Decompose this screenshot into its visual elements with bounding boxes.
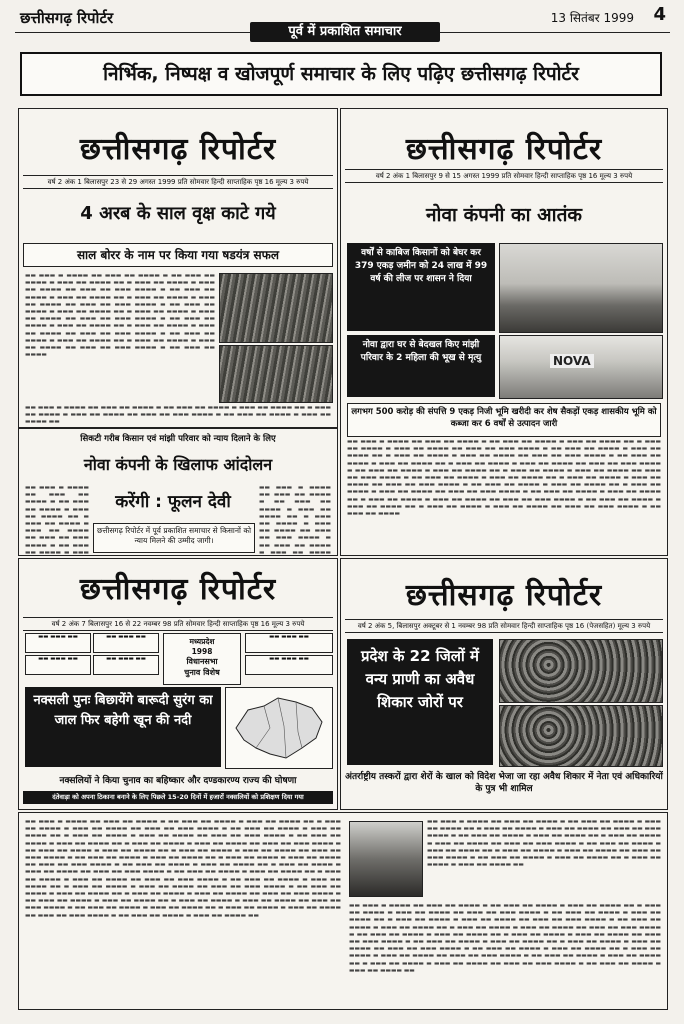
clip-issue-line: वर्ष 2 अंक 7 बिलासपुर 16 से 22 नवम्बर 98 प्रति सोमवार हिन्दी साप्ताहिक पृष्ठ 16 मूल्य 3 रुपये <box>23 617 333 631</box>
clip-subhead: नक्सलियों ने किया चुनाव का बहिष्कार और दण्डकारण्य राज्य की घोषणा <box>59 776 297 786</box>
clip-index-cell: ▬▬ ▬▬▬ ▬▬ <box>93 633 159 653</box>
clip-headline: प्रदेश के 22 जिलों में वन्य प्राणी का अवैध शिकार जोरों पर <box>347 639 493 765</box>
page-number: 4 <box>653 4 666 25</box>
clip-issue-line: वर्ष 2 अंक 1 बिलासपुर 23 से 29 अगस्त 1999 प्रति सोमवार हिन्दी साप्ताहिक पृष्ठ 16 मूल्य 3 रुपये <box>23 175 333 189</box>
clip-banner: सिकटी गरीब किसान एवं मांझी परिवार को न्याय दिलाने के लिए <box>80 434 276 444</box>
article-body-right-lower: ▬▬ ▬▬▬ ▬ ▬▬▬▬ ▬▬ ▬▬▬ ▬▬ ▬▬▬▬ ▬ ▬▬ ▬▬▬ ▬▬ ▬▬▬▬ ▬ ▬▬▬ ▬▬ ▬▬▬▬ ▬▬ ▬ ▬▬▬ ▬▬ ▬▬▬▬ ▬ ▬▬▬ ▬▬ ▬▬▬▬ ▬▬ ▬▬▬ ▬▬ ▬▬▬ ▬▬▬▬ ▬ ▬▬ ▬▬▬ ▬▬ ▬▬▬▬ ▬ ▬▬▬ ▬▬ ▬▬▬▬ ▬▬ ▬ ▬▬▬ ▬▬ ▬▬▬▬ ▬ ▬▬▬ ▬▬ ▬▬▬▬ ▬▬ ▬▬▬ ▬▬ ▬▬▬ ▬▬▬▬ ▬ ▬▬ ▬▬▬ ▬▬ ▬▬▬▬ ▬ ▬▬▬ ▬▬ ▬▬▬▬ ▬▬ ▬ ▬▬▬ ▬▬ ▬▬▬▬ ▬ ▬▬▬ ▬▬ ▬▬▬▬ ▬▬ ▬▬▬ ▬▬ ▬▬▬ ▬▬▬▬ ▬ ▬▬ ▬▬▬ ▬▬ ▬▬▬▬ ▬ ▬▬▬ ▬▬ ▬▬▬▬ ▬▬ ▬ ▬▬▬ ▬▬ ▬▬▬▬ ▬ ▬▬▬ ▬▬ ▬▬▬▬ ▬▬ ▬▬▬ ▬▬ ▬▬▬ ▬▬▬▬ ▬ ▬▬ ▬▬▬ ▬▬ ▬▬▬▬ ▬ ▬▬▬ ▬▬ ▬▬▬▬ ▬▬ ▬ ▬▬▬ ▬▬ ▬▬▬▬ ▬ ▬▬▬ ▬▬ ▬▬▬▬ ▬▬ ▬▬▬ ▬▬ ▬▬▬ ▬▬▬▬ ▬ ▬▬ ▬▬▬ ▬▬ ▬▬▬▬ ▬ ▬▬▬ ▬▬ ▬▬▬▬ ▬▬ ▬ ▬▬▬ ▬▬ ▬▬▬▬ ▬ ▬▬▬ ▬▬ ▬▬▬▬ ▬▬ ▬▬▬ ▬▬ ▬▬▬ ▬▬▬▬ ▬ ▬▬ ▬▬▬ ▬▬ ▬▬▬▬ ▬ ▬▬▬ ▬▬ ▬▬▬▬ ▬▬ ▬ ▬▬▬ ▬▬ ▬▬▬▬ ▬ ▬▬▬ ▬▬ ▬▬▬▬ ▬▬ ▬▬▬ ▬▬ ▬▬▬ ▬▬▬▬ ▬ ▬▬ ▬▬▬ ▬▬ ▬▬▬▬ ▬ ▬▬▬ ▬▬ ▬▬▬▬ ▬▬ <box>349 903 661 974</box>
clip-box-1: वर्षों से काबिज किसानों को बेघर कर 379 एकड़ जमीन को 24 लाख में 99 वर्ष की लीज पर शासन ने दिया <box>347 243 495 331</box>
clip-masthead: छत्तीसगढ़ रिपोर्टर <box>79 132 277 167</box>
clip-photo-label: NOVA <box>550 354 594 368</box>
article-body-left: ▬▬ ▬▬▬ ▬ ▬▬▬▬ ▬▬ ▬▬▬ ▬▬ ▬▬▬▬ ▬ ▬▬ ▬▬▬ ▬▬ ▬▬▬▬ ▬ ▬▬▬ ▬▬ ▬▬▬▬ ▬▬ ▬ ▬▬▬ ▬▬ ▬▬▬▬ ▬ ▬▬▬ ▬▬ ▬▬▬▬ ▬▬ ▬▬▬ ▬▬ ▬▬▬ ▬▬▬▬ ▬ ▬▬ ▬▬▬ ▬▬ ▬▬▬▬ ▬ ▬▬▬ ▬▬ ▬▬▬▬ ▬▬ ▬ ▬▬▬ ▬▬ ▬▬▬▬ ▬ ▬▬▬ ▬▬ ▬▬▬▬ ▬▬ ▬▬▬ ▬▬ ▬▬▬ ▬▬▬▬ ▬ ▬▬ ▬▬▬ ▬▬ ▬▬▬▬ ▬ ▬▬▬ ▬▬ ▬▬▬▬ ▬▬ ▬ ▬▬▬ ▬▬ ▬▬▬▬ ▬ ▬▬▬ ▬▬ ▬▬▬▬ ▬▬ ▬▬▬ ▬▬ ▬▬▬ ▬▬▬▬ ▬ ▬▬ ▬▬▬ ▬▬ ▬▬▬▬ ▬ ▬▬▬ ▬▬ ▬▬▬▬ ▬▬ ▬ ▬▬▬ ▬▬ ▬▬▬▬ ▬ ▬▬▬ ▬▬ ▬▬▬▬ ▬▬ ▬▬▬ ▬▬ ▬▬▬ ▬▬▬▬ ▬ ▬▬ ▬▬▬ ▬▬ ▬▬▬▬ ▬ ▬▬▬ ▬▬ ▬▬▬▬ ▬▬ ▬ ▬▬▬ ▬▬ ▬▬▬▬ ▬ ▬▬▬ ▬▬ ▬▬▬▬ ▬▬ ▬▬▬ ▬▬ ▬▬▬ ▬▬▬▬ ▬ ▬▬ ▬▬▬ ▬▬ ▬▬▬▬ ▬ ▬▬▬ ▬▬ ▬▬▬▬ ▬▬ ▬ ▬▬▬ ▬▬ ▬▬▬▬ ▬ ▬▬▬ ▬▬ ▬▬▬▬ ▬▬ ▬▬▬ ▬▬ ▬▬▬ ▬▬▬▬ ▬ ▬▬ ▬▬▬ ▬▬ ▬▬▬▬ ▬ ▬▬▬ ▬▬ ▬▬▬▬ ▬▬ ▬ ▬▬▬ ▬▬ ▬▬▬▬ ▬ ▬▬▬ ▬▬ ▬▬▬▬ ▬▬ ▬▬▬ ▬▬ ▬▬▬ ▬▬▬▬ ▬ ▬▬ ▬▬▬ ▬▬ ▬▬▬▬ ▬ ▬▬▬ ▬▬ ▬▬▬▬ ▬▬ ▬ ▬▬▬ ▬▬ ▬▬▬▬ ▬ ▬▬▬ ▬▬ ▬▬▬▬ ▬▬ ▬▬▬ ▬▬ ▬▬▬ ▬▬▬▬ ▬ ▬▬ ▬▬▬ ▬▬ ▬▬▬▬ ▬ ▬▬▬ ▬▬ ▬▬▬▬ ▬▬ ▬ ▬▬▬ ▬▬ ▬▬▬▬ ▬ ▬▬▬ ▬▬ ▬▬▬▬ ▬▬ ▬▬▬ ▬▬ ▬▬▬ ▬▬▬▬ ▬ ▬▬ ▬▬▬ ▬▬ ▬▬▬▬ ▬ ▬▬▬ ▬▬ ▬▬▬▬ ▬▬ ▬ ▬▬▬ ▬▬ ▬▬▬▬ ▬ ▬▬▬ ▬▬ ▬▬▬▬ ▬▬ ▬▬▬ ▬▬ ▬▬▬ ▬▬▬▬ ▬ ▬▬ ▬▬▬ ▬▬ ▬▬▬▬ ▬ ▬▬▬ ▬▬ ▬▬▬▬ ▬▬ ▬ ▬▬▬ ▬▬ ▬▬▬▬ ▬ ▬▬▬ ▬▬ ▬▬▬▬ ▬▬ ▬▬▬ ▬▬ ▬▬▬ ▬▬▬▬ ▬ ▬▬ ▬▬▬ ▬▬ ▬▬▬▬ ▬ ▬▬▬ ▬▬ ▬▬▬▬ ▬▬ <box>25 819 341 919</box>
clip-masthead: छत्तीसगढ़ रिपोर्टर <box>79 572 277 607</box>
clip-headline: 4 अरब के साल वृक्ष काटे गये <box>80 203 276 224</box>
clip-2 <box>340 108 668 556</box>
masthead-small: छत्तीसगढ़ रिपोर्टर <box>20 9 114 27</box>
clip-index-cell: ▬▬ ▬▬▬ ▬▬ <box>25 655 91 675</box>
clip-body-text: ▬▬ ▬▬▬ ▬ ▬▬▬▬ ▬▬ ▬▬▬ ▬▬ ▬▬▬▬ ▬ ▬▬ ▬▬▬ ▬▬ ▬▬▬▬ ▬ ▬▬▬ ▬▬ ▬▬▬▬ ▬▬ ▬ ▬▬▬ ▬▬ ▬▬▬▬ ▬ ▬▬▬ ▬▬ ▬▬▬▬ ▬▬ ▬▬▬ ▬▬ ▬▬▬ ▬▬▬▬ ▬ ▬▬ ▬▬▬ ▬▬ ▬▬▬▬ ▬ ▬▬▬ ▬▬ ▬▬▬▬ ▬▬ ▬ ▬▬▬ ▬▬ ▬▬▬▬ ▬ ▬▬▬ ▬▬ ▬▬▬▬ ▬▬ ▬▬▬ ▬▬ ▬▬▬ ▬▬▬▬ ▬ ▬▬ ▬▬▬ ▬▬ ▬▬▬▬ ▬ ▬▬▬ ▬▬ ▬▬▬▬ ▬▬ ▬ ▬▬▬ ▬▬ ▬▬▬▬ ▬ ▬▬▬ ▬▬ ▬▬▬▬ ▬▬ ▬▬▬ ▬▬ ▬▬▬ ▬▬▬▬ ▬ ▬▬ ▬▬▬ ▬▬ ▬▬▬▬ ▬ ▬▬▬ ▬▬ ▬▬▬▬ ▬▬ ▬ ▬▬▬ ▬▬ ▬▬▬▬ ▬ ▬▬▬ ▬▬ ▬▬▬▬ ▬▬ ▬▬▬ ▬▬ ▬▬▬ ▬▬▬▬ ▬ ▬▬ ▬▬▬ ▬▬ ▬▬▬▬ ▬ ▬▬▬ ▬▬ ▬▬▬▬ ▬▬ ▬ ▬▬▬ ▬▬ ▬▬▬▬ ▬ ▬▬▬ ▬▬ ▬▬▬▬ ▬▬ ▬▬▬ ▬▬ ▬▬▬ ▬▬▬▬ ▬ ▬▬ ▬▬▬ ▬▬ ▬▬▬▬ ▬ ▬▬▬ ▬▬ ▬▬▬▬ ▬▬ ▬ ▬▬▬ ▬▬ ▬▬▬▬ ▬ ▬▬▬ ▬▬ ▬▬▬▬ ▬▬ ▬▬▬ ▬▬ ▬▬▬ ▬▬▬▬ ▬ ▬▬ ▬▬▬ ▬▬ ▬▬▬▬ ▬ ▬▬▬ ▬▬ ▬▬▬▬ ▬▬ ▬ ▬▬▬ ▬▬ ▬▬▬▬ ▬ ▬▬▬ ▬▬ ▬▬▬▬ ▬▬ ▬▬▬ ▬▬ ▬▬▬ ▬▬▬▬ ▬ ▬▬ ▬▬▬ ▬▬ ▬▬▬▬ ▬ ▬▬▬ ▬▬ ▬▬▬▬ ▬▬ ▬ ▬▬▬ ▬▬ ▬▬▬▬ ▬ ▬▬▬ ▬▬ ▬▬▬▬ ▬▬ ▬▬▬ ▬▬ ▬▬▬ ▬▬▬▬ ▬ ▬▬ ▬▬▬ ▬▬ ▬▬▬▬ <box>347 439 661 518</box>
clip-photo-logs-top <box>219 273 333 343</box>
slogan-banner: निर्भिक, निष्पक्ष व खोजपूर्ण समाचार के लिए पढ़िए छत्तीसगढ़ रिपोर्टर <box>20 52 662 96</box>
section-tag: पूर्व में प्रकाशित समाचार <box>250 22 440 42</box>
clip-issue-line: वर्ष 2 अंक 1 बिलासपुर 9 से 15 अगस्त 1999 प्रति सोमवार हिन्दी साप्ताहिक पृष्ठ 16 मूल्य 3 रुपये <box>345 169 663 183</box>
clip-headline: नक्सली पुनः बिछायेंगे बारूदी सुरंग का जाल फिर बहेगी खून की नदी <box>25 687 221 767</box>
clip-masthead: छत्तीसगढ़ रिपोर्टर <box>405 578 603 613</box>
clip-subhead: साल बोरर के नाम पर किया गया षडयंत्र सफल <box>23 243 333 267</box>
clip-headline-2: नोवा कंपनी के खिलाफ आंदोलन <box>83 455 273 474</box>
clip-summary: लगभग 500 करोड़ की संपत्ति 9 एकड़ निजी भूमि खरीदी कर शेष सैकड़ों एकड़ शासकीय भूमि को कब्जा कर 6 वर्षों से उत्पादन जारी <box>347 403 661 437</box>
state-map-icon <box>226 688 332 768</box>
clip-index-cell: ▬▬ ▬▬▬ ▬▬ <box>245 655 333 675</box>
clip-photo-forest-bottom <box>499 705 663 767</box>
clip-photo-factory <box>499 243 663 333</box>
clip-1 <box>18 108 338 556</box>
issue-date: 13 सितंबर 1999 <box>550 11 634 25</box>
clip-side-text-right: ▬▬ ▬▬▬ ▬ ▬▬▬▬ ▬▬ ▬▬▬ ▬▬ ▬▬▬▬ ▬ ▬▬ ▬▬▬ ▬▬ ▬▬▬▬ ▬ ▬▬▬ ▬▬ ▬▬▬▬ ▬▬ ▬ ▬▬▬ ▬▬ ▬▬▬▬ ▬ ▬▬▬ ▬▬ ▬▬▬▬ ▬▬ ▬▬▬ ▬▬ ▬▬▬ ▬▬▬▬ ▬ ▬▬ ▬▬▬ ▬▬ ▬▬▬▬ ▬ ▬▬▬ ▬▬ ▬▬▬▬ <box>259 485 331 556</box>
article-photo-people <box>349 821 423 897</box>
clip-divider <box>19 427 337 429</box>
clip-photo-forest-top <box>499 639 663 703</box>
article-bottom <box>18 812 668 1010</box>
clip-3 <box>18 558 338 810</box>
clip-banner: दंतेवाड़ा को अपना ठिकाना बनाने के लिए पिछले 15-20 दिनों में हजारों नक्सलियों को प्रशिक्षण दिया गया <box>23 791 333 804</box>
clip-election-box <box>163 633 241 685</box>
clip-side-text: ▬▬ ▬▬▬ ▬ ▬▬▬▬ ▬▬ ▬▬▬ ▬▬ ▬▬▬▬ ▬ ▬▬ ▬▬▬ ▬▬ ▬▬▬▬ ▬ ▬▬▬ ▬▬ ▬▬▬▬ ▬▬ ▬ ▬▬▬ ▬▬ ▬▬▬▬ ▬ ▬▬▬ ▬▬ ▬▬▬▬ ▬▬ ▬▬▬ ▬▬ ▬▬▬ ▬▬▬▬ ▬ ▬▬ ▬▬▬ ▬▬ ▬▬▬▬ ▬ ▬▬▬ <box>25 485 89 556</box>
clip-election-line: 1998 <box>191 647 213 656</box>
clip-index-cell: ▬▬ ▬▬▬ ▬▬ <box>93 655 159 675</box>
clip-map <box>225 687 333 769</box>
clip-body-text: ▬▬ ▬▬▬ ▬ ▬▬▬▬ ▬▬ ▬▬▬ ▬▬ ▬▬▬▬ ▬ ▬▬ ▬▬▬ ▬▬ ▬▬▬▬ ▬ ▬▬▬ ▬▬ ▬▬▬▬ ▬▬ ▬ ▬▬▬ ▬▬ ▬▬▬▬ ▬ ▬▬▬ ▬▬ ▬▬▬▬ ▬▬ ▬▬▬ ▬▬ ▬▬▬ ▬▬▬▬ ▬ ▬▬ ▬▬▬ ▬▬ ▬▬▬▬ ▬ ▬▬▬ ▬▬ ▬▬▬▬ ▬▬ ▬ ▬▬▬ ▬▬ ▬▬▬▬ ▬ ▬▬▬ ▬▬ ▬▬▬▬ ▬▬ ▬▬▬ ▬▬ ▬▬▬ ▬▬▬▬ ▬ ▬▬ ▬▬▬ ▬▬ ▬▬▬▬ ▬ ▬▬▬ ▬▬ ▬▬▬▬ ▬▬ ▬ ▬▬▬ ▬▬ ▬▬▬▬ ▬ ▬▬▬ ▬▬ ▬▬▬▬ ▬▬ ▬▬▬ ▬▬ ▬▬▬ ▬▬▬▬ ▬ ▬▬ ▬▬▬ ▬▬ ▬▬▬▬ ▬ ▬▬▬ ▬▬ ▬▬▬▬ ▬▬ ▬ ▬▬▬ ▬▬ ▬▬▬▬ ▬ ▬▬▬ ▬▬ ▬▬▬▬ ▬▬ ▬▬▬ ▬▬ ▬▬▬ ▬▬▬▬ ▬ ▬▬ ▬▬▬ ▬▬ ▬▬▬▬ ▬ ▬▬▬ ▬▬ ▬▬▬▬ ▬▬ ▬ ▬▬▬ ▬▬ ▬▬▬▬ ▬ ▬▬▬ ▬▬ ▬▬▬▬ ▬▬ ▬▬▬ ▬▬ ▬▬▬ ▬▬▬▬ ▬ ▬▬ ▬▬▬ ▬▬ ▬▬▬▬ <box>25 273 215 359</box>
clip-quote: करेंगी : फूलन देवी <box>115 492 231 512</box>
clip-masthead: छत्तीसगढ़ रिपोर्टर <box>405 132 603 167</box>
clip-body-text-2: ▬▬ ▬▬▬ ▬ ▬▬▬▬ ▬▬ ▬▬▬ ▬▬ ▬▬▬▬ ▬ ▬▬ ▬▬▬ ▬▬ ▬▬▬▬ ▬ ▬▬▬ ▬▬ ▬▬▬▬ ▬▬ ▬ ▬▬▬ ▬▬ ▬▬▬▬ ▬ ▬▬▬ ▬▬ ▬▬▬▬ ▬▬ ▬▬▬ ▬▬ ▬▬▬ ▬▬▬▬ ▬ ▬▬ ▬▬▬ ▬▬ ▬▬▬▬ ▬ ▬▬▬ ▬▬ ▬▬▬▬ ▬▬ <box>25 405 331 426</box>
clip-4 <box>340 558 668 810</box>
clip-note: छत्तीसगढ़ रिपोर्टर में पूर्व प्रकाशित समाचार से किसानों को न्याय मिलने की उम्मीद जागी। <box>93 523 255 553</box>
article-body-right: ▬▬ ▬▬▬ ▬ ▬▬▬▬ ▬▬ ▬▬▬ ▬▬ ▬▬▬▬ ▬ ▬▬ ▬▬▬ ▬▬ ▬▬▬▬ ▬ ▬▬▬ ▬▬ ▬▬▬▬ ▬▬ ▬ ▬▬▬ ▬▬ ▬▬▬▬ ▬ ▬▬▬ ▬▬ ▬▬▬▬ ▬▬ ▬▬▬ ▬▬ ▬▬▬ ▬▬▬▬ ▬ ▬▬ ▬▬▬ ▬▬ ▬▬▬▬ ▬ ▬▬▬ ▬▬ ▬▬▬▬ ▬▬ ▬ ▬▬▬ ▬▬ ▬▬▬▬ ▬ ▬▬▬ ▬▬ ▬▬▬▬ ▬▬ ▬▬▬ ▬▬ ▬▬▬ ▬▬▬▬ ▬ ▬▬ ▬▬▬ ▬▬ ▬▬▬▬ ▬ ▬▬▬ ▬▬ ▬▬▬▬ ▬▬ ▬ ▬▬▬ ▬▬ ▬▬▬▬ ▬ ▬▬▬ ▬▬ ▬▬▬▬ ▬▬ ▬▬▬ ▬▬ ▬▬▬ ▬▬▬▬ ▬ ▬▬ ▬▬▬ ▬▬ ▬▬▬▬ ▬ ▬▬▬ ▬▬ ▬▬▬▬ ▬▬ ▬ ▬▬▬ ▬▬ ▬▬▬▬ ▬ ▬▬▬ ▬▬ ▬▬▬▬ ▬▬ <box>427 819 661 869</box>
clip-election-line: चुनाव विशेष <box>184 668 220 677</box>
clip-box-2: नोवा द्वारा घर से बेदखल किए मांझी परिवार के 2 महिला की भूख से मृत्यु <box>347 335 495 397</box>
clip-issue-line: वर्ष 2 अंक 5, बिलासपुर अक्टूबर से 1 नवम्बर 98 प्रति सोमवार हिन्दी साप्ताहिक पृष्ठ 16 (पेजसहित) मूल्य 3 रुपये <box>345 619 663 633</box>
clip-photo-gate <box>499 335 663 399</box>
clip-election-line: विधानसभा <box>186 657 218 666</box>
clip-photo-logs-bottom <box>219 345 333 403</box>
clip-election-line: मध्यप्रदेश <box>189 637 215 646</box>
clip-index-cell: ▬▬ ▬▬▬ ▬▬ <box>245 633 333 653</box>
clip-headline: नोवा कंपनी का आतंक <box>426 204 582 226</box>
clip-subhead: अंतर्राष्ट्रीय तस्करों द्वारा शेरों के खाल को विदेश भेजा जा रहा अवैध शिकार में नेता एवं अधिकारियों के पुत्र भी शामिल <box>345 772 663 794</box>
clip-index-cell: ▬▬ ▬▬▬ ▬▬ <box>25 633 91 653</box>
